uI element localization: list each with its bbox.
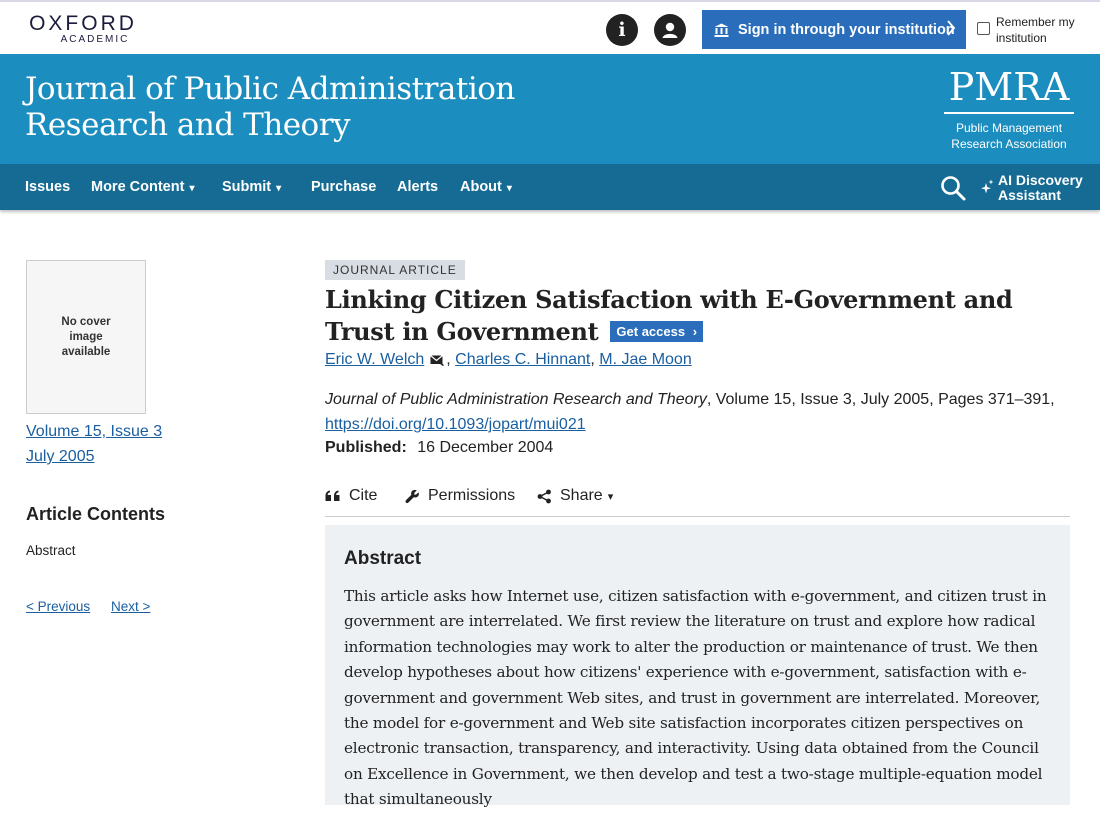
article-tools-bar [325,484,1070,517]
nav-more-content[interactable] [91,179,194,195]
journal-nav [0,164,1100,210]
nav-purchase[interactable] [311,179,376,195]
remember-checkbox[interactable] [977,22,990,35]
previous-article-link[interactable]: < Previous [26,599,91,614]
author-list [325,351,692,369]
issue-volume-link[interactable]: Volume 15, Issue 3 [26,423,163,440]
envelope-icon[interactable] [430,354,444,366]
institution-signin-button[interactable] [702,10,966,49]
caret-down-icon: ▾ [607,490,614,503]
share-icon [537,489,552,504]
brand-line2: ACADEMIC [60,34,130,45]
nav-submit[interactable] [222,179,281,195]
nav-alerts-label: Alerts [397,179,439,195]
author-link[interactable]: Eric W. Welch [325,351,425,368]
article-contents-heading: Article Contents [26,504,166,524]
top-bar [0,0,1100,54]
share-button[interactable] [537,487,613,505]
permissions-label: Permissions [428,487,516,504]
nav-more-content-label: More Content [91,179,185,195]
next-article-link[interactable]: Next > [111,599,151,614]
journal-title-line2: Research and Theory [25,107,351,143]
published-date [325,439,553,457]
chevron-right-icon [946,19,956,42]
nav-issues-label: Issues [25,179,71,195]
pmra-logo[interactable] [944,66,1074,152]
chevron-right-icon: › [692,324,698,339]
get-access-label: Get access [616,324,686,339]
ai-label-line2: Assistant [998,187,1062,203]
citation-journal-name: Journal of Public Administration Research and Theory [325,391,707,408]
cover-text: No cover image available [61,315,111,358]
pmra-acronym: PMRA [948,65,1070,109]
published-label: Published: [325,439,407,456]
caret-down-icon: ▾ [506,183,512,194]
wrench-icon [405,489,420,504]
citation-volume-pages: , Volume 15, Issue 3, July 2005, Pages 371–391, [706,391,1055,408]
nav-about[interactable] [460,179,512,195]
search-icon[interactable] [940,175,966,201]
institution-icon [714,23,729,37]
published-value: 16 December 2004 [417,439,554,456]
signin-label: Sign in through your institution [738,21,955,38]
author-separator: , [446,351,456,368]
info-icon[interactable]: i [606,14,638,46]
issue-cover-placeholder[interactable] [26,260,146,414]
cite-label: Cite [349,487,378,504]
get-access-button[interactable] [610,321,703,342]
author-link[interactable]: Charles C. Hinnant [455,351,591,368]
brand-line1: OXFORD [29,12,137,35]
nav-issues[interactable] [25,179,70,195]
article-type-badge: JOURNAL ARTICLE [325,260,465,280]
quote-icon [325,490,341,502]
author-link[interactable]: M. Jae Moon [599,351,692,368]
pmra-line1: Public Management [955,121,1063,135]
contents-item-abstract[interactable]: Abstract [26,543,76,558]
nav-alerts[interactable] [397,179,438,195]
permissions-button[interactable] [405,487,515,505]
caret-down-icon: ▾ [189,183,195,194]
user-account-icon[interactable] [654,14,686,46]
article-title [325,284,1065,348]
remember-label: Remember my institution [996,15,1075,45]
user-glyph [660,20,680,40]
ai-discovery-assistant-button[interactable] [980,173,1083,203]
journal-banner [0,54,1100,164]
pmra-line2: Research Association [951,137,1067,151]
author-separator: , [590,351,600,368]
remember-institution[interactable] [977,14,1082,46]
doi-link[interactable]: https://doi.org/10.1093/jopart/mui021 [325,416,586,433]
abstract-section [325,525,1070,809]
abstract-heading: Abstract [344,548,422,569]
issue-date-link[interactable]: July 2005 [26,448,95,465]
ai-assistant-label [998,173,1083,203]
article-citation [325,387,1065,437]
nav-about-label: About [460,179,502,195]
journal-title-line1: Journal of Public Administration [25,71,515,107]
article-title-text: Linking Citizen Satisfaction with E-Government and Trust in Government [325,285,1013,346]
caret-down-icon: ▾ [276,183,282,194]
nav-submit-label: Submit [222,179,272,195]
abstract-text: This article asks how Internet use, citizen satisfaction with e-government, and citizen trust in government are interrelated. We first review the literature on trust and explore how radical information technologies may work to alter the production or maintenance of trust. We then develop hypotheses about how citizens' experience with e-government, satisfaction with e-government and government Web sites, and trust in government are interrelated. Moreover, the model for e-government and Web site satisfaction incorporates citizen perspectives on electronic transaction, transparency, and interactivity. Using data obtained from the Council on Excellence in Government, we then develop and test a two-stage multiple-equation model that simultaneously [344,587,1047,809]
pmra-divider [944,112,1074,114]
sparkle-icon [980,179,994,198]
cite-button[interactable] [325,487,377,505]
oxford-academic-logo[interactable] [24,14,142,46]
ai-label-line1: AI Discovery [998,172,1083,188]
nav-purchase-label: Purchase [311,179,377,195]
share-label: Share [560,487,603,504]
journal-title[interactable] [25,71,515,143]
